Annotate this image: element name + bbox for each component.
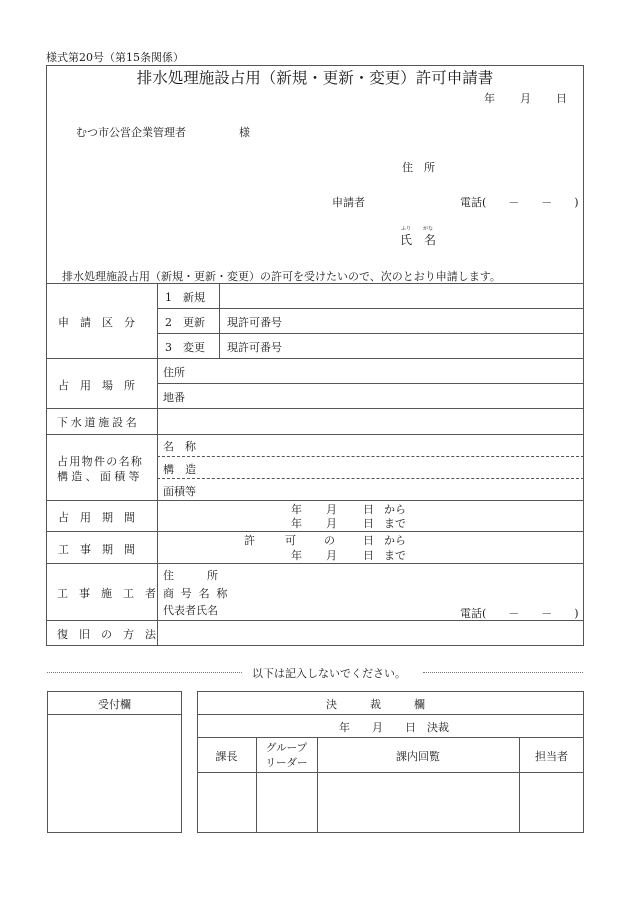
approval-row-divider [197,714,584,715]
occupancy-to-suffix: まで [384,517,406,530]
row-divider [46,563,584,564]
row-divider [157,383,584,384]
application-type-label: 申 請 区 分 [58,316,135,329]
divider-note: 以下は記入しないでください。 [252,667,406,680]
date-year: 年 [484,92,495,105]
column-divider [219,283,220,358]
occupancy-from-year: 年 [291,503,302,516]
occupancy-from-suffix: から [384,503,406,516]
facility-name-label: 下水道施設名 [57,416,140,429]
contractor-label: 工 事 施 工 者 [57,587,156,600]
dashed-divider [157,478,584,479]
work-from-3: の [324,534,335,547]
row-divider [46,434,584,435]
location-lot-label: 地番 [163,391,185,404]
occupancy-to-month: 月 [326,517,337,530]
work-to-month: 月 [326,549,337,562]
work-period-label: 工 事 期 間 [58,543,135,556]
form-title: 排水処理施設占用（新規・更新・変更）許可申請書 [136,69,494,87]
work-from-2: 可 [285,534,296,547]
row-divider [46,408,584,409]
renewal-permit-number-label: 現許可番号 [227,316,282,329]
row-divider [46,283,584,284]
applicant-address-label: 住 所 [402,161,435,174]
contractor-trade-name-label: 商 号 名 称 [163,587,230,600]
reception-label: 受付欄 [98,698,131,711]
work-from-5: から [384,534,406,547]
option-renewal[interactable]: 2 更新 [165,316,205,329]
approval-col-section-chief: 課長 [215,750,238,763]
occupancy-from-month: 月 [326,503,337,516]
furigana-ruby-1: ふり [401,226,412,232]
row-divider [157,308,584,309]
contractor-representative-label: 代表者氏名 [163,604,218,617]
row-divider [46,358,584,359]
dashed-divider [157,456,584,457]
applicant-name-label: 氏 名 [400,233,437,247]
work-to-day: 日 [363,549,374,562]
addressee-honorific: 様 [239,126,250,139]
dotted-separator-right [423,672,583,673]
row-divider [46,500,584,501]
location-address-label: 住所 [163,366,185,379]
reception-header-divider [47,714,182,715]
approval-col-circulation: 課内回覧 [396,750,440,763]
occupancy-to-day: 日 [363,517,374,530]
applicant-label: 申請者 [332,196,365,209]
application-statement: 排水処理施設占用（新規・更新・変更）の許可を受けたいので、次のとおり申請します。 [62,270,501,283]
addressee-name: むつ市公営企業管理者 [76,126,186,139]
applicant-phone-label: 電話( － － ) [460,196,579,209]
form-number: 様式第20号（第15条関係） [46,51,184,64]
row-divider [157,333,584,334]
contractor-address-label: 住 所 [163,569,218,582]
property-area-label: 面積等 [163,485,196,498]
circulation-stamp-cell[interactable] [318,773,518,831]
occupancy-from-day: 日 [363,503,374,516]
row-divider [46,531,584,532]
occupancy-to-year: 年 [291,517,302,530]
work-from-4: 日 [363,534,374,547]
staff-stamp-cell[interactable] [520,773,583,831]
work-to-suffix: まで [384,549,406,562]
work-to-year: 年 [291,549,302,562]
restoration-method-label: 復 旧 の 方 法 [57,628,156,641]
reception-box [47,691,182,833]
approval-col-group-leader-line1: グループ [265,742,308,754]
date-day: 日 [556,92,567,105]
application-form-frame [46,65,584,646]
date-month: 月 [520,92,531,105]
occupancy-period-label: 占 用 期 間 [58,511,135,524]
work-from-1: 許 [244,534,255,547]
approval-title: 決 裁 欄 [326,698,425,711]
property-label-line1: 占用物件の名称 [57,455,144,468]
property-label-line2: 構造、面積等 [57,470,143,483]
property-structure-label: 構 造 [163,463,196,476]
group-leader-stamp-cell[interactable] [257,773,316,831]
column-divider [157,283,158,645]
location-label: 占 用 場 所 [58,379,135,392]
approval-col-staff: 担当者 [535,750,568,763]
option-new[interactable]: 1 新規 [165,291,205,304]
property-name-label: 名 称 [163,440,196,453]
dotted-separator-left [47,672,242,673]
approval-date-line: 年 月 日 決裁 [339,721,449,734]
option-change[interactable]: 3 変更 [165,341,205,354]
contractor-phone-label: 電話( － － ) [460,607,579,620]
section-chief-stamp-cell[interactable] [198,773,255,831]
approval-col-group-leader-line2: リーダー [265,757,308,769]
furigana-ruby-2: がな [423,226,434,232]
change-permit-number-label: 現許可番号 [227,341,282,354]
